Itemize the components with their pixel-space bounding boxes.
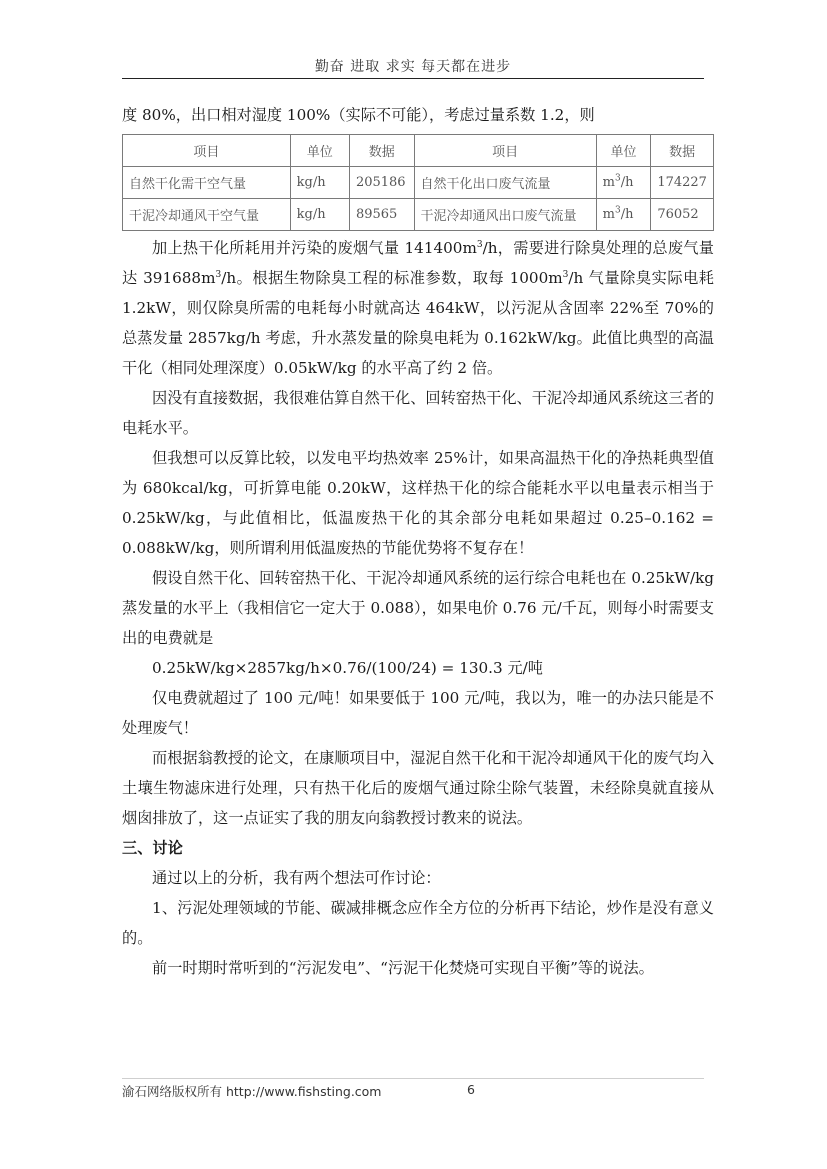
electricity-cost-formula: 0.25kW/kg×2857kg/h×0.76/(100/24) = 130.3 元/吨 [152,659,543,677]
page-header-motto: 勤奋 进取 求实 每天都在进步 [314,59,512,75]
paragraph-assumption: 假设自然干化、回转窑热干化、干泥冷却通风系统的运行综合电耗也在 0.25kW/kg 蒸发量的水平上（我相信它一定大于 0.088），如果电价 0.76 元/千瓦，则每小时需要支出的电费就是 [122,569,714,647]
table-cell: 205186 [349,167,414,199]
table-cell: kg/h [290,199,349,231]
table-cell-unit: $m^3/h$ [596,167,651,199]
page-number: 6 [467,1082,475,1097]
paragraph-cost-conclusion: 仅电费就超过了 100 元/吨！如果要低于 100 元/吨，我以为，唯一的办法只能是不处理废气！ [122,689,714,737]
paragraph-professor-paper: 而根据翁教授的论文，在康顺项目中，湿泥自然干化和干泥冷却通风干化的废气均入土壤生物滤床进行处理，只有热干化后的废烟气通过除尘除气装置，未经除臭就直接从烟囱排放了，这一点证实了我的朋友向翁教授讨教来的说法。 [122,749,714,827]
air-volume-table [122,134,714,231]
table-cell: 174227 [651,167,714,199]
paragraph-no-direct-data: 因没有直接数据，我很难估算自然干化、回转窑热干化、干泥冷却通风系统这三者的电耗水平。 [122,389,714,437]
table-header-cell: 项目 [123,135,291,167]
table-header-cell: 单位 [596,135,651,167]
table-cell: 76052 [651,199,714,231]
table-cell: 89565 [349,199,414,231]
table-header-cell: 项目 [414,135,596,167]
paragraph-recent-claims: 前一时期时常听到的“污泥发电”、“污泥干化焚烧可实现自平衡”等的说法。 [152,959,654,977]
paragraph-point-one: 1、污泥处理领域的节能、碳减排概念应作全方位的分析再下结论，炒作是没有意义的。 [122,899,714,947]
section-heading-discussion: 三、讨论 [122,839,183,857]
table-header-cell: 单位 [290,135,349,167]
table-header-row [123,135,714,167]
paragraph-reverse-calculation: 但我想可以反算比较，以发电平均热效率 25%计，如果高温热干化的净热耗典型值为 680kcal/kg，可折算电能 0.20kW，这样热干化的综合能耗水平以电量表示相当于 0.25kW/kg，与此值相比，低温废热干化的其余部分电耗如果超过 0.25–0.162 = 0.088kW/kg，则所谓利用低温废热的节能优势将不复存在！ [122,449,714,557]
table-header-cell: 数据 [349,135,414,167]
table-cell: 干泥冷却通风出口废气流量 [414,199,596,231]
table-cell: kg/h [290,167,349,199]
table-cell: 干泥冷却通风干空气量 [123,199,291,231]
page-content [122,100,714,983]
table-cell-unit: $m^3/h$ [596,199,651,231]
table-row [123,199,714,231]
table-header-cell: 数据 [651,135,714,167]
table-row [123,167,714,199]
footer-divider [122,1078,704,1079]
lead-paragraph: 度 80%，出口相对湿度 100%（实际不可能），考虑过量系数 1.2，则 [122,106,595,124]
table-cell: 自然干化需干空气量 [123,167,291,199]
paragraph-discussion-intro: 通过以上的分析，我有两个想法可作讨论： [152,869,441,887]
paragraph-deodorization-energy: 加上热干化所耗用并污染的废烟气量 $141400m^3/h$，需要进行除臭处理的总废气量达 $391688m^3/h$。根据生物除臭工程的标准参数，取每 $1000m^3/h$ 气量除臭实际电耗 1.2kW，则仅除臭所需的电耗每小时就高达 464kW，以污泥从含固率 22%至 70%的总蒸发量 2857kg/h 考虑，升水蒸发量的除臭电耗为 0.162kW/kg。此值比典型的高温干化（相同处理深度）0.05kW/kg 的水平高了约 2 倍。 [122,239,714,377]
table-cell: 自然干化出口废气流量 [414,167,596,199]
header-divider [122,78,704,79]
footer-copyright: 渝石网络版权所有 http://www.fishsting.com [122,1084,382,1099]
